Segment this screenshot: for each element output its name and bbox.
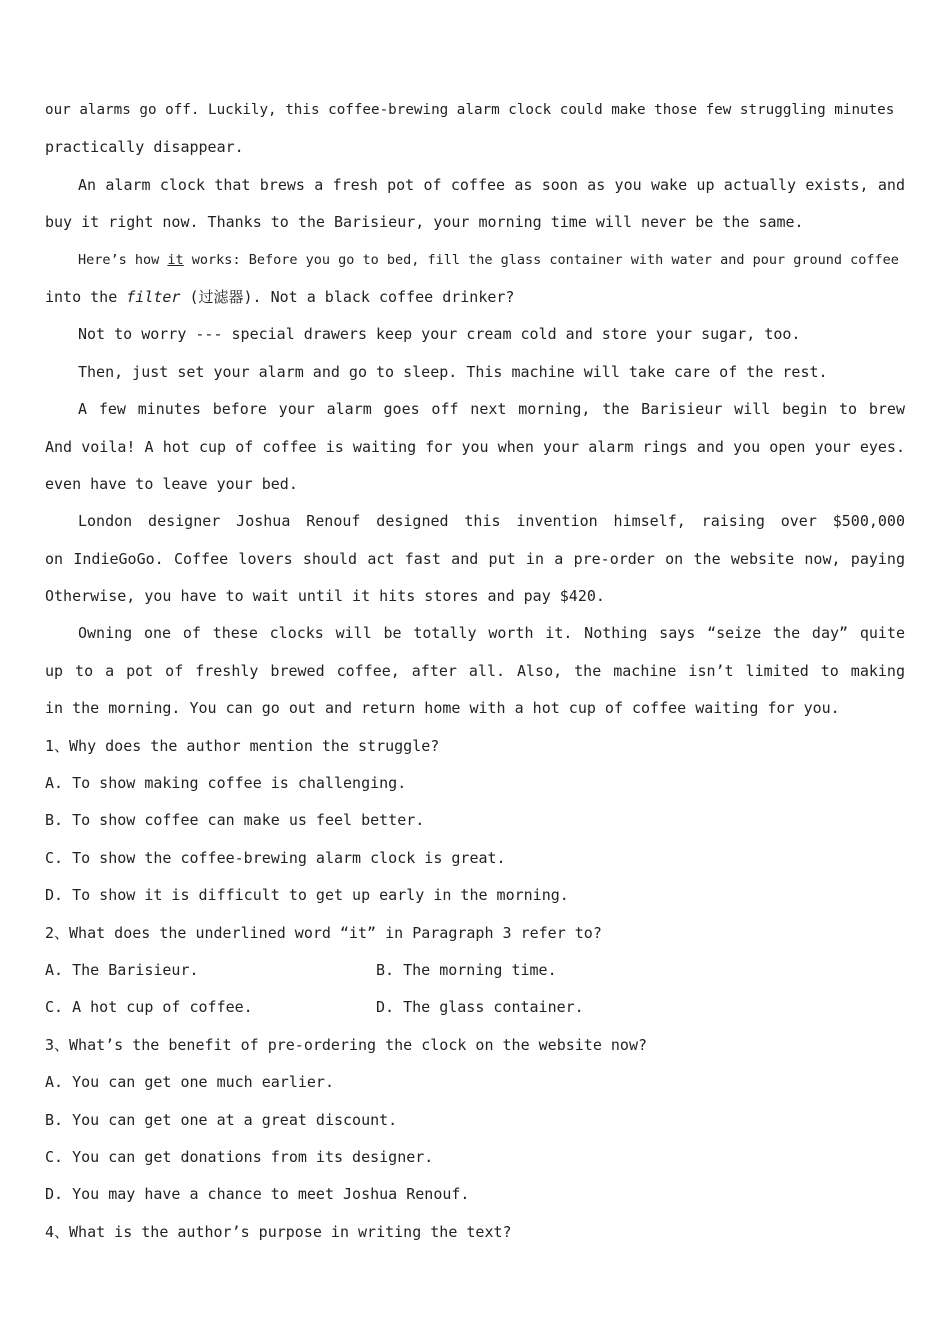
underlined-word: it [167, 251, 184, 268]
passage-line: Then, just set your alarm and go to sleep. This machine will take care of the rest. [78, 362, 828, 381]
answer-option: D. To show it is difficult to get up early in the morning. [45, 886, 569, 905]
answer-option: C. A hot cup of coffee. [45, 998, 253, 1017]
passage-line: Otherwise, you have to wait until it hits stores and pay $420. [45, 587, 605, 606]
italic-word: filter [126, 287, 181, 306]
passage-line: even have to leave your bed. [45, 474, 298, 493]
passage-text: Here’s how [78, 251, 168, 268]
answer-option: B. The morning time. [376, 960, 557, 979]
answer-option: B. To show coffee can make us feel better. [45, 811, 425, 830]
answer-option: A. To show making coffee is challenging. [45, 774, 407, 793]
passage-text: (过滤器). Not a black coffee drinker? [180, 287, 515, 306]
answer-option: C. You can get donations from its designer. [45, 1147, 434, 1166]
passage-line: up to a pot of freshly brewed coffee, after all. Also, the machine isn’t limited to making [45, 661, 905, 680]
passage-line: An alarm clock that brews a fresh pot of coffee as soon as you wake up actually exists, and [78, 175, 905, 194]
answer-option-row [45, 989, 905, 1026]
passage-line: buy it right now. Thanks to the Barisieur, your morning time will never be the same. [45, 213, 804, 232]
document-page [45, 92, 905, 1251]
question-stem: 2、What does the underlined word “it” in Paragraph 3 refer to? [45, 923, 602, 942]
passage-line: And voila! A hot cup of coffee is waiting for you when your alarm rings and you open your eyes. [45, 437, 905, 456]
passage-line: Owning one of these clocks will be totally worth it. Nothing says “seize the day” quite [78, 624, 905, 643]
passage-line: on IndieGoGo. Coffee lovers should act fast and put in a pre-order on the website now, paying [45, 549, 905, 568]
answer-option-row [45, 952, 905, 989]
passage-text: works: Before you go to bed, fill the glass container with water and pour ground coffee [183, 251, 899, 268]
passage-line: Not to worry --- special drawers keep your cream cold and store your sugar, too. [78, 325, 801, 344]
question-stem: 1、Why does the author mention the struggle? [45, 736, 440, 755]
answer-option: D. You may have a chance to meet Joshua Renouf. [45, 1185, 470, 1204]
answer-option: B. You can get one at a great discount. [45, 1110, 398, 1129]
passage-line [45, 242, 905, 279]
question-stem: 3、What’s the benefit of pre-ordering the clock on the website now? [45, 1035, 647, 1054]
passage-line: our alarms go off. Luckily, this coffee-brewing alarm clock could make those few struggling minutes [45, 102, 895, 118]
question-stem: 4、What is the author’s purpose in writing the text? [45, 1222, 512, 1241]
answer-option: A. The Barisieur. [45, 960, 199, 979]
answer-option: A. You can get one much earlier. [45, 1073, 334, 1092]
passage-line: practically disappear. [45, 138, 244, 157]
answer-option: D. The glass container. [376, 998, 584, 1017]
passage-text: into the [45, 287, 127, 306]
passage-line: A few minutes before your alarm goes off next morning, the Barisieur will begin to brew [78, 400, 905, 419]
passage-line [45, 279, 905, 316]
passage-line: London designer Joshua Renouf designed this invention himself, raising over $500,000 [78, 512, 905, 531]
answer-option: C. To show the coffee-brewing alarm clock is great. [45, 848, 506, 867]
passage-line: in the morning. You can go out and return home with a hot cup of coffee waiting for you. [45, 699, 840, 718]
